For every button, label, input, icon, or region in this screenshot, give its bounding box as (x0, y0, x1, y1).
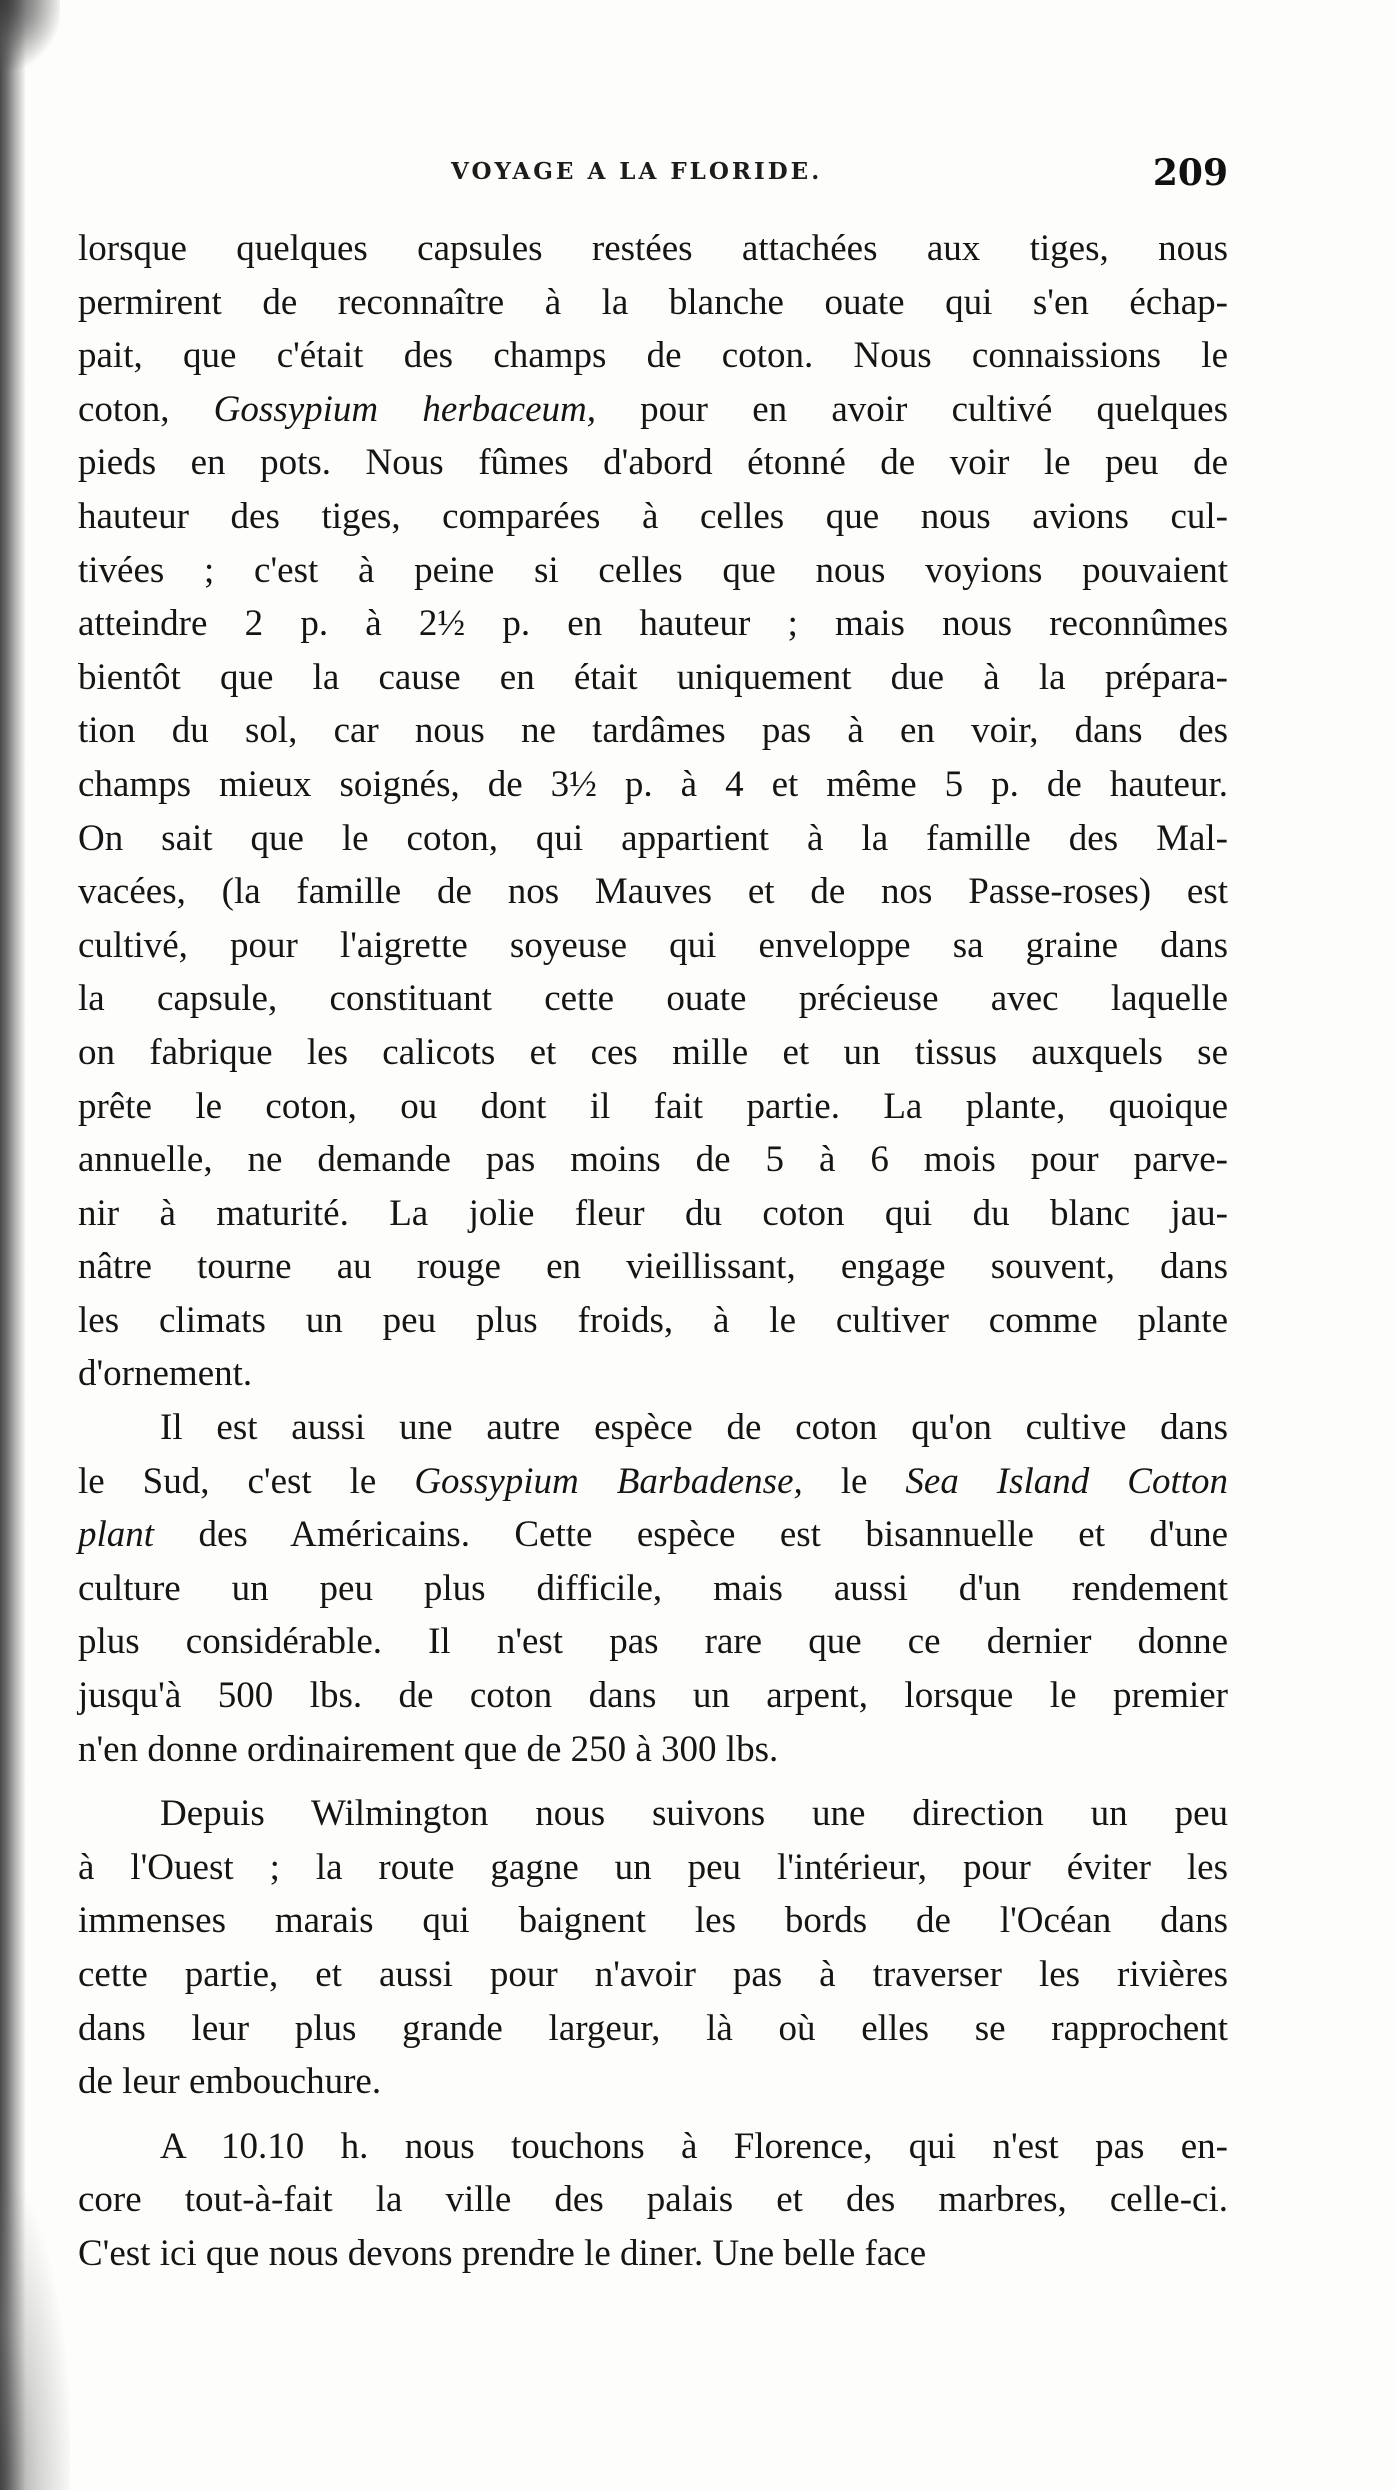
text-run: pait, que c'était des champs de coton. Nous connaissions le (78, 335, 1228, 377)
text-line (78, 2120, 1228, 2174)
text-line (78, 1508, 1228, 1562)
text-run: cette partie, et aussi pour n'avoir pas à traverser les rivières (78, 1954, 1228, 1995)
text-run: C'est ici que nous devons prendre le diner. Une belle face (78, 2232, 927, 2274)
binding-shadow (0, 0, 26, 2490)
text-line (78, 651, 1228, 705)
text-run: atteindre 2 p. à 2½ p. en hauteur ; mais nous reconnûmes (78, 603, 1228, 645)
text-line (78, 1669, 1228, 1723)
text-line (78, 329, 1228, 383)
text-line (78, 972, 1228, 1026)
text-run: nir à maturité. La jolie fleur du coton qui du blanc jau- (78, 1192, 1228, 1234)
running-head-title: VOYAGE A LA FLORIDE. (451, 158, 823, 185)
paragraph-florence-arrival (78, 2120, 1228, 2281)
text-run: A 10.10 h. nous touchons à Florence, qui n'est pas en- (160, 2125, 1228, 2167)
text-line (78, 1401, 1228, 1455)
text-line (78, 704, 1228, 758)
text-line (78, 1080, 1228, 1134)
text-line (78, 1240, 1228, 1294)
text-line (78, 1787, 1228, 1841)
text-run: annuelle, ne demande pas moins de 5 à 6 mois pour parve- (78, 1139, 1228, 1181)
text-run: la capsule, constituant cette ouate précieuse avec laquelle (78, 978, 1228, 1020)
text-line (78, 490, 1228, 544)
text-run: prête le coton, ou dont il fait partie. La plante, quoique (78, 1085, 1228, 1127)
text-run: plus considérable. Il n'est pas rare que ce dernier donne (78, 1621, 1228, 1663)
text-line (78, 865, 1228, 919)
text-line (78, 1455, 1228, 1509)
text-line (78, 1347, 1228, 1401)
text-run: à l'Ouest ; la route gagne un peu l'intérieur, pour éviter les (78, 1846, 1228, 1888)
text-run: tion du sol, car nous ne tardâmes pas à en voir, dans des (78, 710, 1228, 752)
text-run: Depuis Wilmington nous suivons une direction un peu (160, 1793, 1228, 1835)
text-run: cultivé, pour l'aigrette soyeuse qui enveloppe sa graine dans (78, 924, 1228, 966)
running-head (78, 152, 1228, 202)
italic-text: Sea Island Cotton (905, 1460, 1229, 1502)
text-line (78, 1841, 1228, 1895)
text-line (78, 1562, 1228, 1616)
text-line (78, 1026, 1228, 1080)
text-run: On sait que le coton, qui appartient à la famille des Mal- (78, 817, 1228, 859)
text-run: bientôt que la cause en était uniquement due à la prépara- (78, 656, 1228, 698)
text-line (78, 2002, 1228, 2056)
text-run: jusqu'à 500 lbs. de coton dans un arpent, lorsque le premier (78, 1675, 1228, 1717)
text-line (78, 812, 1228, 866)
text-line (78, 2055, 1228, 2109)
italic-text: plant (78, 1514, 155, 1556)
text-line (78, 2227, 1228, 2281)
text-run: coton, (78, 388, 214, 430)
text-run: immenses marais qui baignent les bords de l'Océan dans (78, 1900, 1228, 1942)
text-run: nâtre tourne au rouge en vieillissant, engage souvent, dans (78, 1246, 1228, 1288)
text-run: pour en avoir cultivé quelques (595, 388, 1229, 430)
text-run: Il est aussi une autre espèce de coton qu'on cultive dans (160, 1407, 1228, 1449)
text-line (78, 758, 1228, 812)
text-line (78, 276, 1228, 330)
text-run: les climats un peu plus froids, à le cultiver comme plante (78, 1299, 1228, 1341)
italic-text: Gossypium Barbadense, (414, 1460, 803, 1502)
text-line (78, 597, 1228, 651)
text-line (78, 544, 1228, 598)
page-number: 209 (1152, 152, 1228, 194)
text-line (78, 1948, 1228, 2002)
text-line (78, 2173, 1228, 2227)
text-run: vacées, (la famille de nos Mauves et de nos Passe-roses) est (78, 871, 1228, 913)
scan-corner-shadow-bottom (0, 2190, 70, 2490)
text-line (78, 222, 1228, 276)
scan-corner-shadow (0, 0, 60, 70)
body-text (78, 222, 1228, 2281)
text-run: tivées ; c'est à peine si celles que nous voyions pouvaient (78, 549, 1228, 591)
text-run: culture un peu plus difficile, mais aussi d'un rendement (78, 1567, 1228, 1609)
text-run: pieds en pots. Nous fûmes d'abord étonné de voir le peu de (78, 442, 1228, 484)
text-run: d'ornement. (78, 1353, 253, 1395)
text-run: on fabrique les calicots et ces mille et un tissus auxquels se (78, 1031, 1228, 1073)
text-run: permirent de reconnaître à la blanche ouate qui s'en échap- (78, 281, 1228, 323)
text-line (78, 1133, 1228, 1187)
paragraph-wilmington-route (78, 1787, 1228, 2109)
text-line (78, 1294, 1228, 1348)
text-run: champs mieux soignés, de 3½ p. à 4 et même 5 p. de hauteur. (78, 763, 1228, 805)
text-line (78, 1615, 1228, 1669)
paragraph-cotton-fields (78, 222, 1228, 1401)
italic-text: Gossypium herbaceum, (213, 388, 596, 430)
text-run: le (802, 1460, 906, 1502)
text-line (78, 1723, 1228, 1777)
text-run: n'en donne ordinairement que de 250 à 300 lbs. (78, 1728, 779, 1770)
text-run: lorsque quelques capsules restées attachées aux tiges, nous (78, 228, 1228, 269)
text-run: core tout-à-fait la ville des palais et des marbres, celle-ci. (78, 2179, 1228, 2221)
text-run: de leur embouchure. (78, 2061, 382, 2103)
text-run: le Sud, c'est le (78, 1460, 415, 1502)
paragraph-sea-island-cotton (78, 1401, 1228, 1776)
text-run: des Américains. Cette espèce est bisannuelle et d'une (154, 1514, 1228, 1556)
text-run: dans leur plus grande largeur, là où elles se rapprochent (78, 2007, 1228, 2049)
text-line (78, 383, 1228, 437)
text-line (78, 436, 1228, 490)
text-line (78, 1894, 1228, 1948)
text-line (78, 1187, 1228, 1241)
text-run: hauteur des tiges, comparées à celles que nous avions cul- (78, 495, 1228, 537)
text-line (78, 919, 1228, 973)
